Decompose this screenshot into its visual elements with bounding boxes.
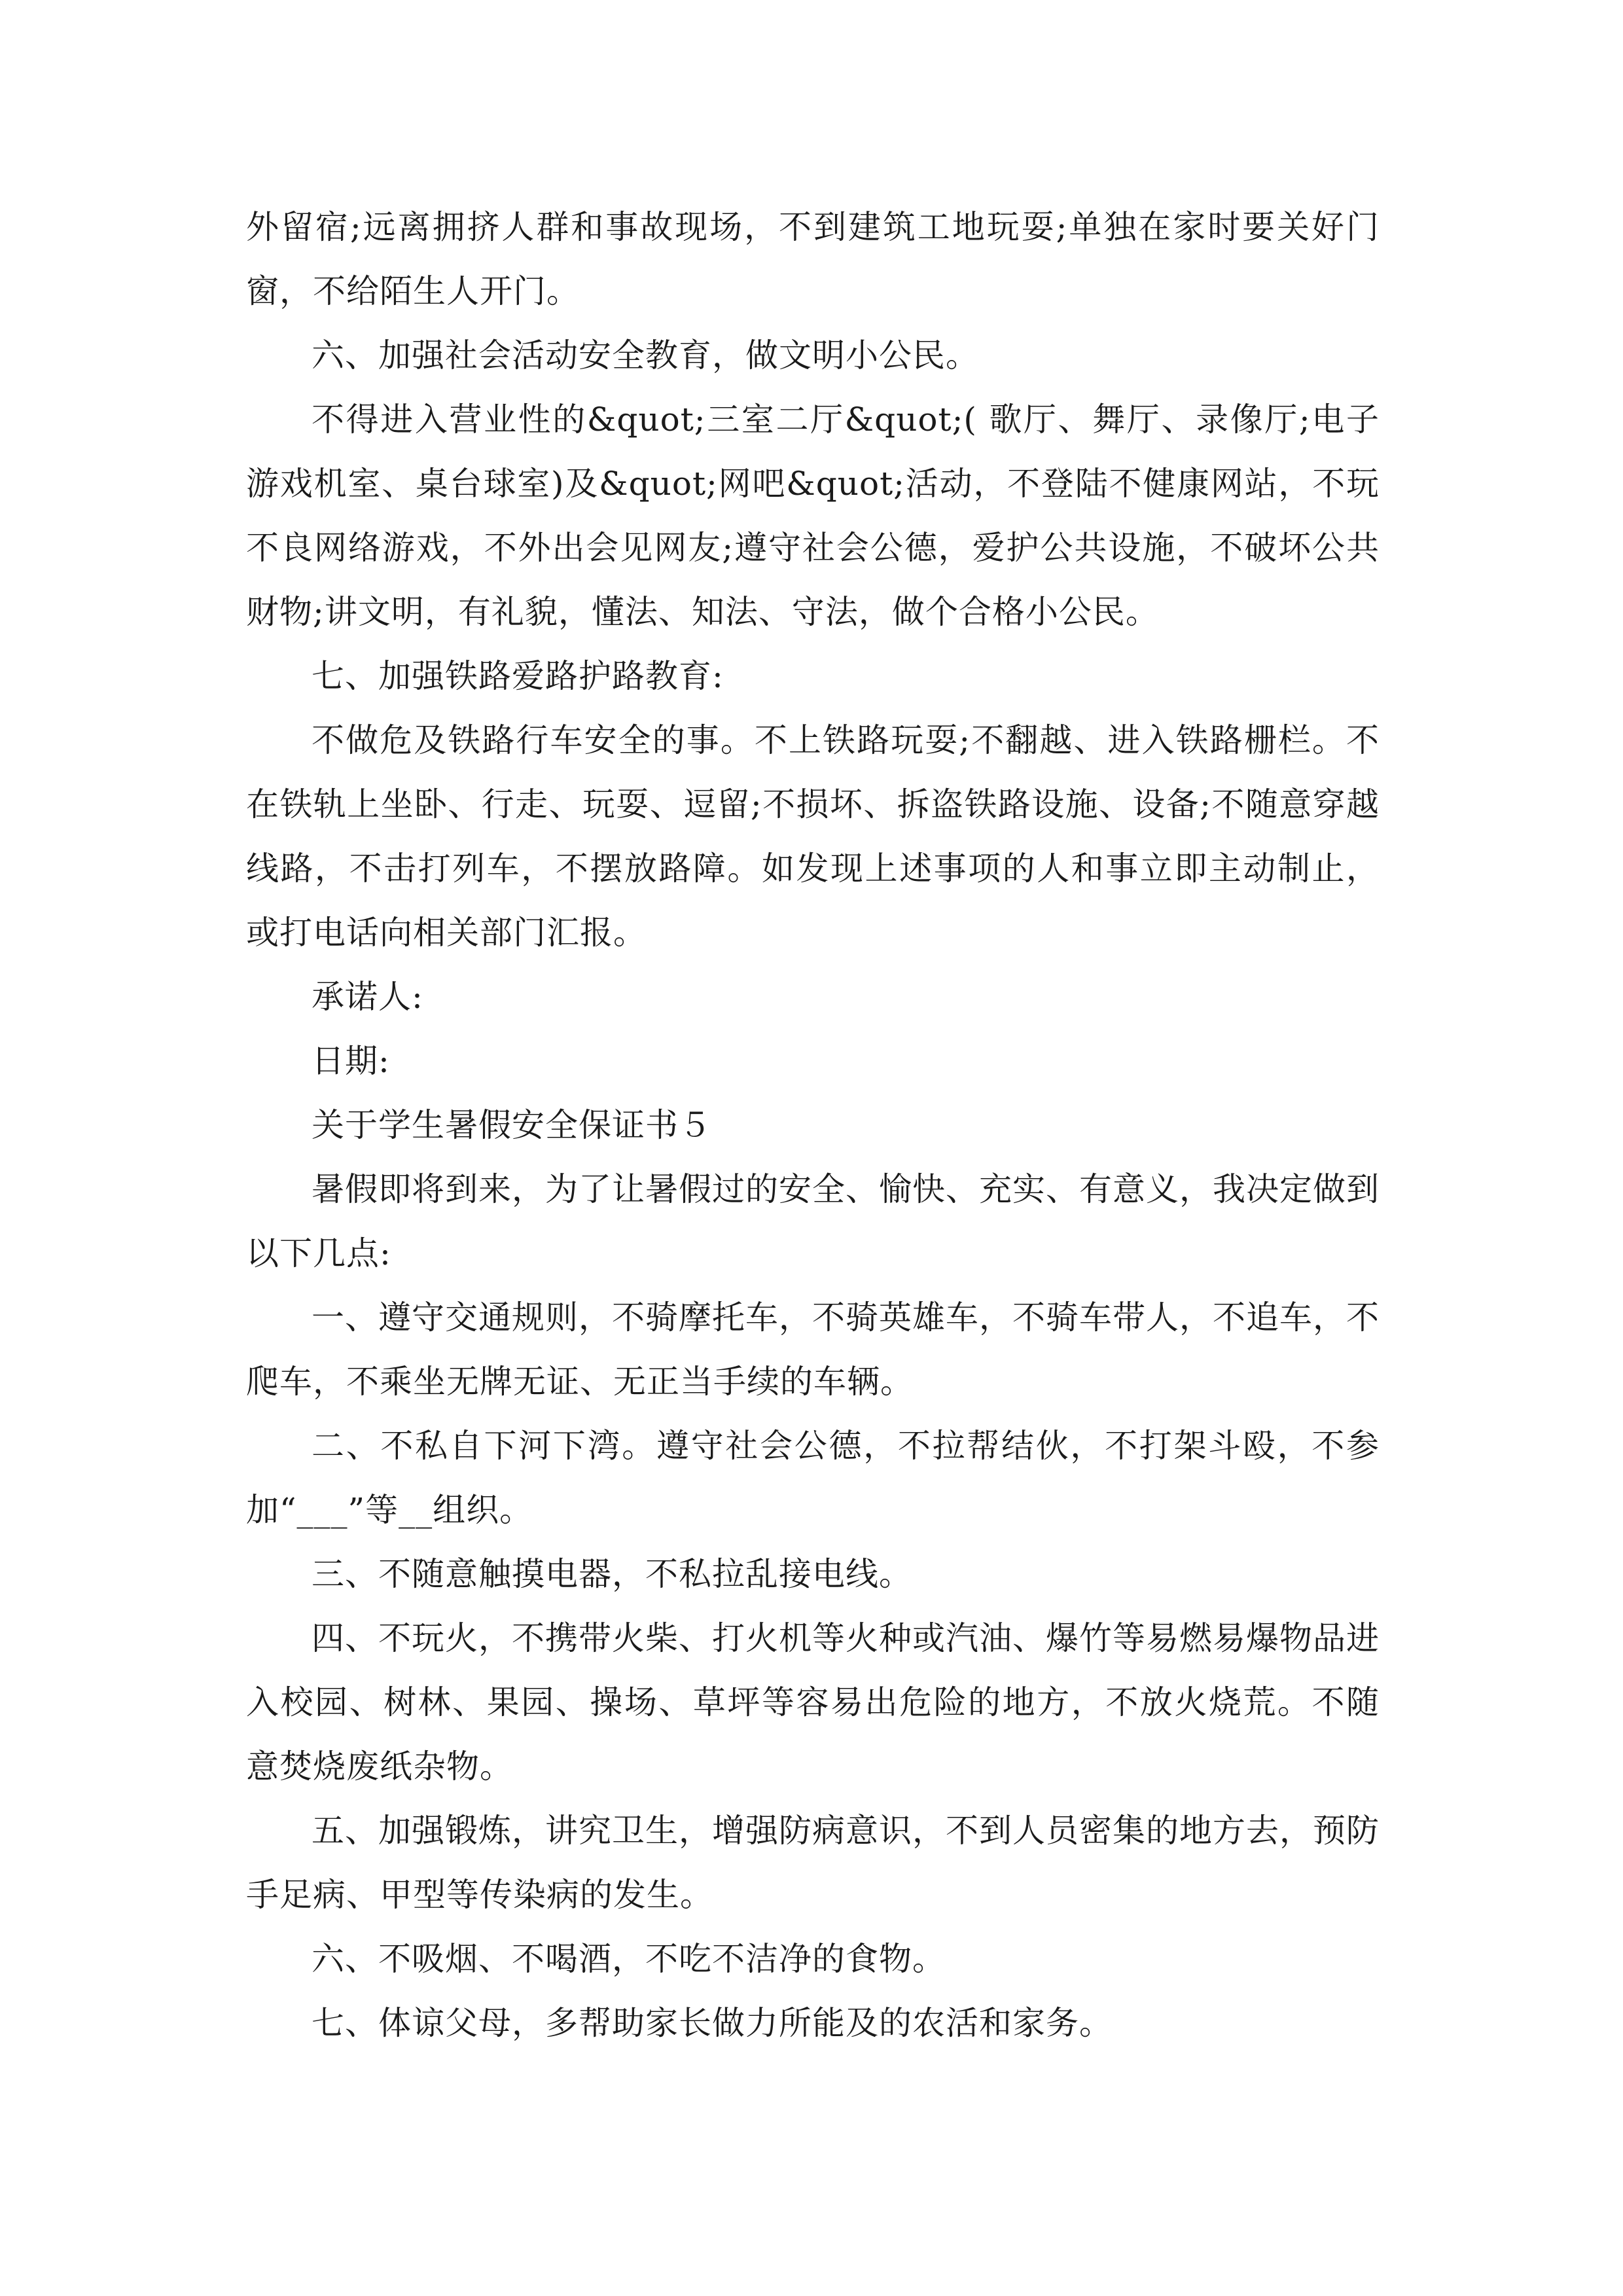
rule-5-health: 五、加强锻炼，讲究卫生，增强防病意识，不到人员密集的地方去，预防手足病、甲型等传染病的发生。 <box>246 1812 1380 1914</box>
rule-1-traffic: 一、遵守交通规则，不骑摩托车，不骑英雄车，不骑车带人，不追车，不爬车，不乘坐无牌无证、无正当手续的车辆。 <box>246 1299 1380 1401</box>
document-title-5: 关于学生暑假安全保证书５ <box>312 1106 712 1144</box>
rule-4-fire: 四、不玩火，不携带火柴、打火机等火种或汽油、爆竹等易燃易爆物品进入校园、树林、果园、操场、草坪等容易出危险的地方，不放火烧荒。不随意焚烧废纸杂物。 <box>246 1619 1380 1785</box>
document-body <box>246 195 1380 2055</box>
paragraph-continuation: 外留宿;远离拥挤人群和事故现场，不到建筑工地玩耍;单独在家时要关好门窗，不给陌生人开门。 <box>246 208 1380 310</box>
rule-2-river: 二、不私自下河下湾。遵守社会公德，不拉帮结伙，不打架斗殴，不参加“___”等__组织。 <box>246 1427 1380 1529</box>
paragraph-intro: 暑假即将到来，为了让暑假过的安全、愉快、充实、有意义，我决定做到以下几点: <box>246 1170 1380 1272</box>
promisor-label: 承诺人: <box>312 978 423 1016</box>
rule-7-parents: 七、体谅父母，多帮助家长做力所能及的农活和家务。 <box>312 2004 1113 2042</box>
rule-6-smoking: 六、不吸烟、不喝酒，不吃不洁净的食物。 <box>312 1940 946 1978</box>
paragraph-social-activity: 不得进入营业性的&quot;三室二厅&quot;( 歌厅、舞厅、录像厅;电子游戏机室、桌台球室)及&quot;网吧&quot;活动，不登陆不健康网站，不玩不良网络游戏，不外出会见网友;遵守社会公德，爱护公共设施，不破坏公共财物;讲文明，有礼貌，懂法、知法、守法，做个合格小公民。 <box>246 401 1380 631</box>
section-heading-social-activity: 六、加强社会活动安全教育，做文明小公民。 <box>312 336 979 374</box>
rule-3-electric: 三、不随意触摸电器，不私拉乱接电线。 <box>312 1555 912 1593</box>
paragraph-railway: 不做危及铁路行车安全的事。不上铁路玩耍;不翻越、进入铁路栅栏。不在铁轨上坐卧、行走、玩耍、逗留;不损坏、拆盗铁路设施、设备;不随意穿越线路，不击打列车，不摆放路障。如发现上述事项的人和事立即主动制止，或打电话向相关部门汇报。 <box>246 721 1380 952</box>
section-heading-railway: 七、加强铁路爱路护路教育: <box>312 657 724 695</box>
date-label: 日期: <box>312 1042 390 1080</box>
